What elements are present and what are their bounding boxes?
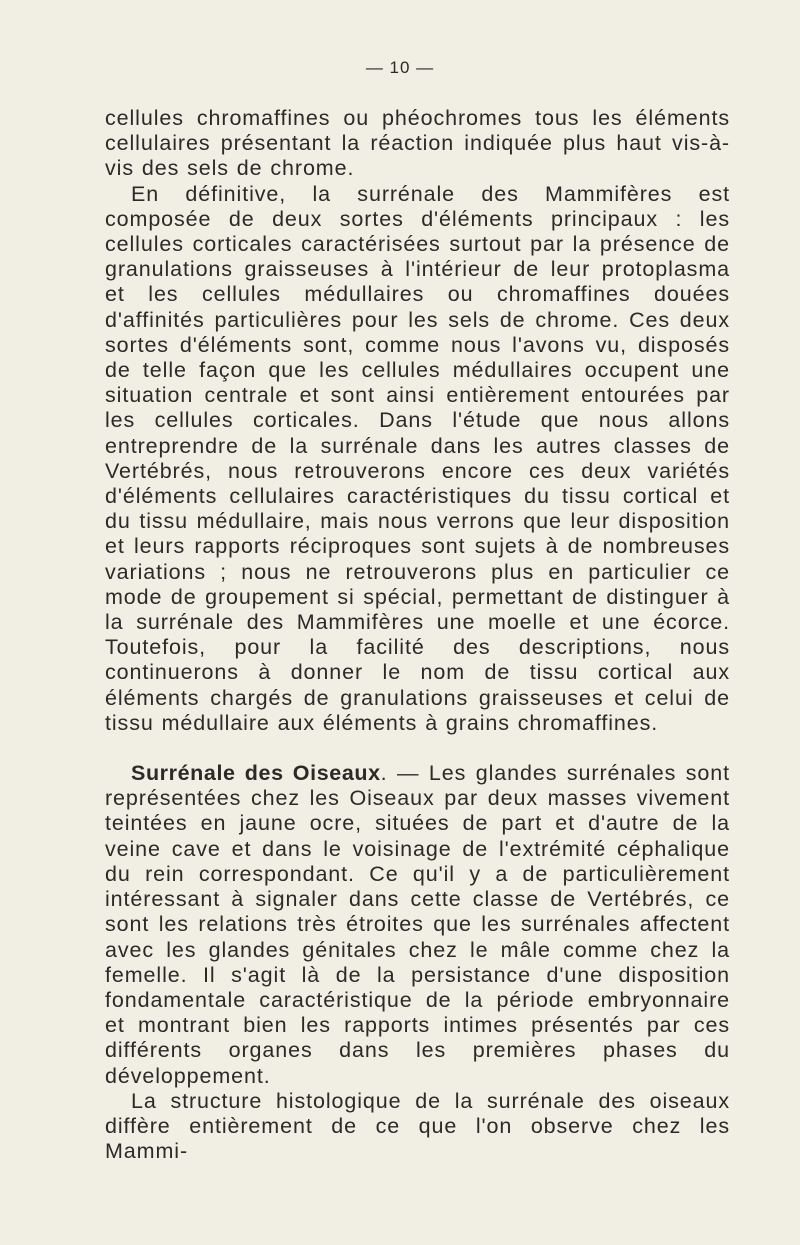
paragraph-continuation: cellules chromaffines ou phéochromes tous les éléments cellulaires présentant la réaction indiquée plus haut vis-à-vis des sels de chrome.: [105, 106, 730, 181]
section-title: Surrénale des Oiseaux: [131, 761, 381, 786]
section-birds: [105, 761, 730, 1089]
section-text: Les glandes surrénales sont représentées chez les Oiseaux par deux masses vivement teintées en jaune ocre, situées de part et d'autre de la veine cave et dans le voisinage de l'extrémité céphalique du rein correspondant. Ce qu'il y a de particulièrement intéressant à signaler dans cette classe de Vertébrés, ce sont les relations très étroites que les surrénales affectent avec les glandes génitales chez le mâle comme chez la femelle. Il s'agit là de la persistance d'une disposition fondamentale caractéristique de la période embryonnaire et montrant bien les rapports intimes présentés par ces différents organes dans les premières phases du développement.: [105, 761, 730, 1088]
body-text: [105, 106, 730, 1164]
page-number: — 10 —: [365, 58, 435, 77]
section-title-separator: . —: [380, 761, 429, 786]
paragraph-definition: En définitive, la surrénale des Mammifères est composée de deux sortes d'éléments principaux : les cellules corticales caractérisées surtout par la présence de granulations graisseuses à l'intérieur de leur protoplasma et les cellules médullaires ou chromaffines douées d'affinités particulières pour les sels de chrome. Ces deux sortes d'éléments sont, comme nous l'avons vu, disposés de telle façon que les cellules médullaires occupent une situation centrale et sont ainsi entièrement entourées par les cellules corticales. Dans l'étude que nous allons entreprendre de la surrénale dans les autres classes de Vertébrés, nous retrouverons encore ces deux variétés d'éléments cellulaires caractéristiques du tissu cortical et du tissu médullaire, mais nous verrons que leur disposition et leurs rapports réciproques sont sujets à de nombreuses variations ; nous ne retrouverons plus en particulier ce mode de groupement si spécial, permettant de distinguer à la surrénale des Mammifères une moelle et une écorce. Toutefois, pour la facilité des descriptions, nous continuerons à donner le nom de tissu cortical aux éléments chargés de granulations graisseuses et celui de tissu médullaire aux éléments à grains chromaffines.: [105, 181, 730, 735]
paragraph-structure: La structure histologique de la surrénale des oiseaux diffère entièrement de ce que l'on observe chez les Mammi-: [105, 1088, 730, 1164]
